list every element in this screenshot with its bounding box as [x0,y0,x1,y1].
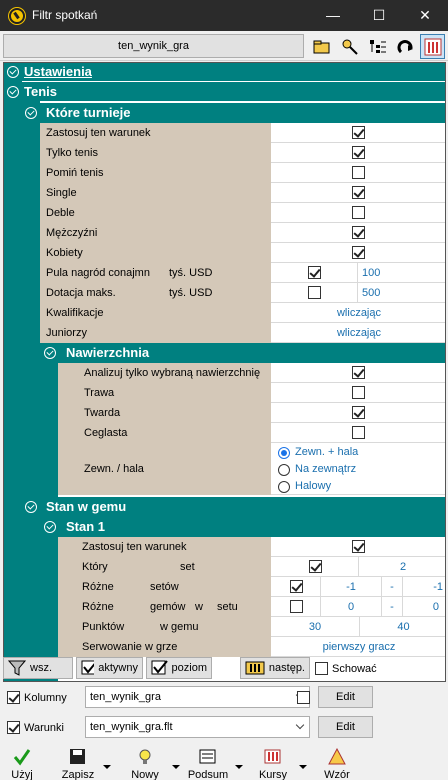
section-tenis[interactable]: Tenis [4,82,446,101]
section-ktore-turnieje[interactable]: Które turnieje [22,103,446,123]
tree-level-2 [22,101,40,682]
turnieje-row-checkbox[interactable] [352,126,365,139]
collapse-icon[interactable] [44,347,56,359]
turnieje-row [40,143,446,163]
juniorzy-label: Juniorzy [40,323,271,343]
collapse-icon[interactable] [25,107,37,119]
level-button[interactable]: poziom [146,657,212,679]
template-icon [328,748,346,766]
stan1-rozne-gemow-row [58,597,446,617]
pula-unit: tyś. USD [165,263,271,283]
columns-edit-button[interactable]: Edit [318,686,373,708]
stan1-ktory-row [58,557,446,577]
column-view-icon[interactable] [420,34,445,59]
odds-dropdown-icon[interactable] [299,765,307,769]
nawierzchnia-row-label: Trawa [58,383,271,403]
checklist-icon [151,660,168,676]
hide-checkbox[interactable] [315,662,328,675]
stan1-rozne-setow-b[interactable]: -1 [433,581,443,593]
odds-icon [264,748,282,766]
nawierzchnia-row-checkbox[interactable] [352,426,365,439]
nawierzchnia-row [58,363,446,383]
turnieje-row-label: Pomiń tenis [40,163,271,183]
stan1-ktory-sub: set [150,557,271,577]
stan1-punktow-row [58,617,446,637]
turnieje-row-label: Zastosuj ten warunek [40,123,271,143]
hide-label: Schować [332,663,377,675]
app-icon [9,8,25,24]
lightbulb-icon [136,748,154,766]
kwalifikacje-label: Kwalifikacje [40,303,271,323]
save-dropdown-icon[interactable] [103,765,111,769]
pula-row [40,263,446,283]
section-stan-1[interactable]: Stan 1 [40,517,446,537]
turnieje-row [40,203,446,223]
nawierzchnia-row-label: Analizuj tylko wybraną nawierzchnię [58,363,271,383]
summary-button[interactable]: Podsum [187,748,229,780]
stan1-rozne-setow-checkbox[interactable] [290,580,303,593]
tree-level-1 [4,63,22,682]
hala-option-label: Halowy [295,480,332,492]
turnieje-row [40,223,446,243]
turnieje-row-checkbox[interactable] [352,166,365,179]
use-button[interactable]: Użyj [8,748,36,780]
toolbar [0,31,448,61]
stan1-zastosuj-row [58,537,446,557]
section-ustawienia[interactable]: Ustawienia [4,63,446,81]
conditions-combo[interactable]: ten_wynik_gra.flt [85,716,310,738]
nawierzchnia-row-checkbox[interactable] [352,386,365,399]
dotacja-checkbox[interactable] [308,286,321,299]
nawierzchnia-row-label: Twarda [58,403,271,423]
funnel-icon [8,660,26,676]
stan1-serwowanie-label: Serwowanie w grze [58,637,271,657]
nawierzchnia-row [58,383,446,403]
columns-checkbox[interactable] [7,691,20,704]
stan1-ktory-label: Który [58,557,150,577]
stan1-punktow-b[interactable]: 40 [397,621,410,633]
collapse-icon[interactable] [7,86,19,98]
turnieje-row-checkbox[interactable] [352,226,365,239]
maximize-button[interactable]: ☐ [372,7,386,23]
hala-radio[interactable] [278,447,290,459]
turnieje-row-label: Single [40,183,271,203]
stan1-rozne-gemow-checkbox[interactable] [290,600,303,613]
collapse-icon[interactable] [25,501,37,513]
stan1-rozne-setow-a[interactable]: -1 [346,581,356,593]
section-nawierzchnia[interactable]: Nawierzchnia [40,343,446,363]
turnieje-row-label: Kobiety [40,243,271,263]
hala-option-label: Zewn. + hala [295,446,359,458]
turnieje-row-label: Deble [40,203,271,223]
stan1-punktow-label: Punktów [58,617,150,637]
turnieje-row [40,123,446,143]
check-square-icon [81,660,94,676]
turnieje-row-checkbox[interactable] [352,246,365,259]
dotacja-unit: tyś. USD [165,283,271,303]
next-bars-icon [245,661,265,675]
stan1-serwowanie-value[interactable]: pierwszy gracz [322,641,396,653]
turnieje-row-checkbox[interactable] [352,186,365,199]
tree-list-icon[interactable] [365,34,390,59]
juniorzy-value[interactable]: wliczając [336,327,381,339]
turnieje-row-label: Mężczyźni [40,223,271,243]
template-button[interactable]: Wzór [320,748,354,780]
minimize-button[interactable]: — [326,7,340,23]
stan1-punktow-a[interactable]: 30 [308,621,322,633]
stan1-rozne-setow-sep: - [390,581,394,593]
columns-label: Kolumny [24,692,67,704]
hala-radio[interactable] [278,481,290,493]
turnieje-row [40,163,446,183]
stan1-ktory-value[interactable]: 2 [399,561,407,573]
stan1-rozne-gemow-setu: setu [217,597,271,617]
hala-label: Zewn. / hala [58,443,271,495]
section-stan-w-gemu[interactable]: Stan w gemu [22,497,446,517]
kwalifikacje-row [40,303,446,323]
folder-icon[interactable] [309,34,334,59]
stan1-punktow-sub: w gemu [150,617,271,637]
stan1-rozne-setow-row [58,577,446,597]
columns-extra-checkbox[interactable] [297,691,310,704]
tree-level-3a [40,353,58,501]
nawierzchnia-row [58,403,446,423]
conditions-checkbox[interactable] [7,721,20,734]
filter-all-button[interactable]: wsz. [3,657,73,679]
checkmark-icon [13,748,31,766]
hala-radio[interactable] [278,464,290,476]
nawierzchnia-row-checkbox[interactable] [352,406,365,419]
close-button[interactable]: ✕ [419,7,431,23]
nawierzchnia-row-checkbox[interactable] [352,366,365,379]
odds-button[interactable]: Kursy [254,748,292,780]
active-button[interactable]: aktywny [76,657,143,679]
collapse-icon[interactable] [44,521,56,533]
nawierzchnia-row-label: Ceglasta [58,423,271,443]
title-bar [0,0,448,31]
pula-checkbox[interactable] [308,266,321,279]
dotacja-value[interactable]: 500 [362,287,381,299]
floppy-icon [69,748,87,766]
summary-icon [199,748,217,766]
property-grid [3,62,446,682]
dotacja-label: Dotacja maks. [40,283,165,303]
turnieje-row-checkbox[interactable] [352,146,365,159]
redo-arrow-icon[interactable] [393,34,418,59]
juniorzy-row [40,323,446,343]
stan1-ktory-checkbox[interactable] [309,560,322,573]
pula-value[interactable]: 100 [362,267,381,279]
nawierzchnia-row [58,423,446,443]
expand-icon[interactable] [7,66,19,78]
conditions-edit-button[interactable]: Edit [318,716,373,738]
stan1-rozne-gemow-label: Różne [58,597,150,617]
summary-dropdown-icon[interactable] [235,765,243,769]
conditions-label: Warunki [24,722,64,734]
stan1-rozne-gemow-sep: - [390,601,394,613]
stan1-rozne-gemow-w: w [195,597,217,617]
stan1-rozne-gemow-sub: gemów [150,597,195,617]
stan1-rozne-setow-sub: setów [150,577,271,597]
stan1-serwowanie-row [58,637,446,657]
turnieje-row-checkbox[interactable] [352,206,365,219]
new-dropdown-icon[interactable] [172,765,180,769]
turnieje-row-label: Tylko tenis [40,143,271,163]
columns-combo[interactable]: ten_wynik_gra [85,686,310,708]
hala-row [58,443,446,495]
stan1-zastosuj-checkbox[interactable] [352,540,365,553]
window-title: Filtr spotkań [32,8,98,22]
new-button[interactable]: Nowy [125,748,165,780]
pula-label: Pula nagród conajmn [40,263,165,283]
turnieje-row [40,183,446,203]
stan1-zastosuj-label: Zastosuj ten warunek [58,537,271,557]
stan1-rozne-gemow-a[interactable]: 0 [347,601,355,613]
save-button[interactable]: Zapisz [58,748,98,780]
turnieje-row [40,243,446,263]
stan1-rozne-gemow-b[interactable]: 0 [432,601,439,613]
chevron-down-icon [296,721,304,729]
hala-option-label: Na zewnątrz [295,463,357,475]
next-button[interactable]: następ. [240,657,310,679]
stan1-rozne-setow-label: Różne [58,577,150,597]
filter-name-button[interactable]: ten_wynik_gra [3,34,304,58]
dotacja-row [40,283,446,303]
kwalifikacje-value[interactable]: wliczając [336,307,381,319]
key-icon[interactable] [337,34,362,59]
